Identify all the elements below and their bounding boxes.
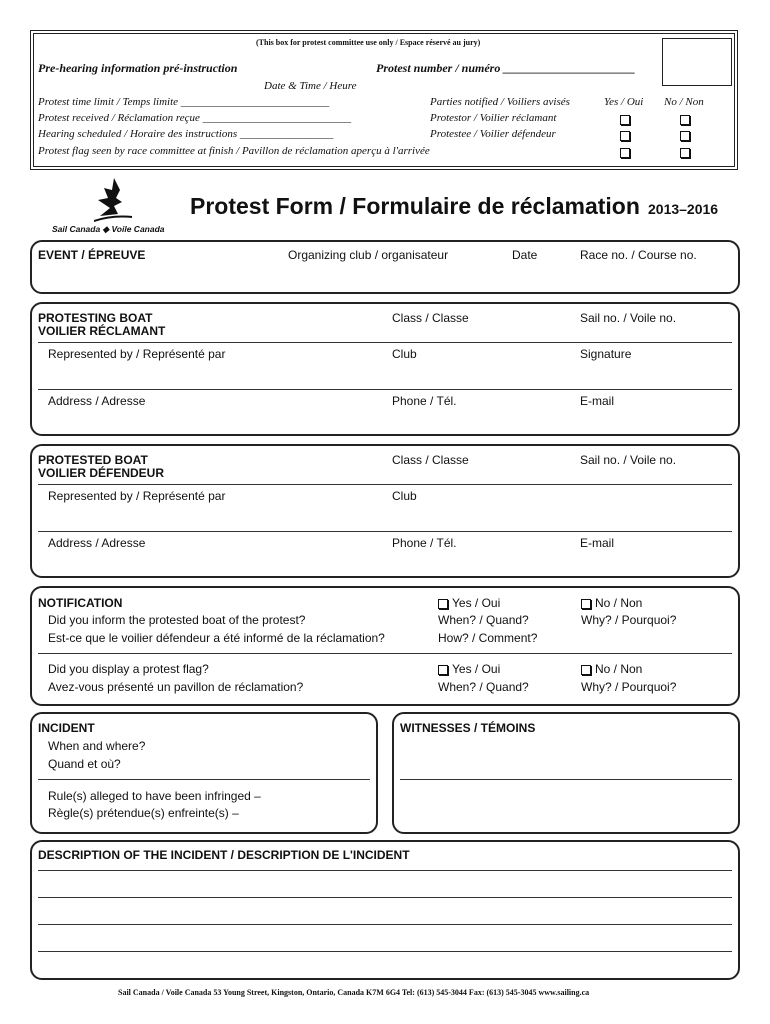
description-line[interactable] [38, 951, 732, 952]
description-heading: DESCRIPTION OF THE INCIDENT / DESCRIPTION DE L'INCIDENT [38, 848, 410, 862]
protesting-rep-label: Represented by / Représenté par [48, 347, 226, 361]
event-date-label: Date [512, 248, 538, 262]
protestor-label: Protestor / Voilier réclamant [430, 112, 557, 124]
protested-heading-fr: VOILIER DÉFENDEUR [38, 466, 165, 480]
protestor-no-checkbox[interactable] [680, 115, 690, 125]
protesting-address-label: Address / Adresse [48, 394, 146, 408]
footer: Sail Canada / Voile Canada 53 Young Street, Kingston, Ontario, Canada K7M 6G4 Tel: (613) 545-3044 Fax: (613) 545-3045 www.sailing.ca [118, 988, 590, 997]
protested-phone-label: Phone / Tél. [392, 536, 457, 550]
protesting-signature-label: Signature [580, 347, 632, 361]
yes-label: Yes / Oui [452, 596, 501, 610]
parties-label: Parties notified / Voiliers avisés [430, 96, 570, 108]
no-label: No / Non [595, 596, 643, 610]
divider [38, 531, 732, 532]
checkbox-icon [438, 665, 448, 675]
datetime-label: Date & Time / Heure [264, 80, 357, 92]
q1-why-label: Why? / Pourquoi? [581, 613, 677, 627]
protestee-label: Protestee / Voilier défendeur [430, 128, 556, 140]
divider [400, 779, 732, 780]
notification-q2-en: Did you display a protest flag? [48, 662, 209, 676]
jury-header: (This box for protest committee use only / Espace réservé au jury) [256, 38, 481, 47]
divider [38, 342, 732, 343]
divider [38, 484, 732, 485]
protested-class-label: Class / Classe [392, 453, 469, 467]
q1-how-label: How? / Comment? [438, 631, 538, 645]
event-heading: EVENT / ÉPREUVE [38, 248, 146, 262]
protesting-sail-label: Sail no. / Voile no. [580, 311, 677, 325]
protesting-heading-fr: VOILIER RÉCLAMANT [38, 324, 166, 338]
divider [38, 779, 370, 780]
flag-no-checkbox[interactable] [680, 148, 690, 158]
incident-where-fr: Quand et où? [48, 757, 121, 771]
sail-canada-logo-icon [88, 176, 136, 222]
notification-q2-fr: Avez-vous présenté un pavillon de réclamation? [48, 680, 304, 694]
years: 2013–2016 [648, 201, 719, 217]
incident-where-en: When and where? [48, 739, 146, 753]
protestor-yes-checkbox[interactable] [620, 115, 630, 125]
page-title: Protest Form / Formulaire de réclamation [190, 193, 640, 219]
protesting-phone-label: Phone / Tél. [392, 394, 457, 408]
checkbox-icon [581, 665, 591, 675]
q2-yes-option[interactable] [438, 662, 500, 676]
hearing-field[interactable]: Hearing scheduled / Horaire des instructions _________________ [38, 128, 334, 140]
event-club-label: Organizing club / organisateur [288, 248, 449, 262]
protested-heading-en: PROTESTED BOAT [38, 453, 148, 467]
yes-label: Yes / Oui [452, 662, 501, 676]
description-line[interactable] [38, 924, 732, 925]
checkbox-icon [438, 599, 448, 609]
received-field[interactable]: Protest received / Réclamation reçue ___________________________ [38, 112, 352, 124]
checkbox-icon [581, 599, 591, 609]
protested-address-label: Address / Adresse [48, 536, 146, 550]
time-limit-field[interactable]: Protest time limit / Temps limite ___________________________ [38, 96, 330, 108]
description-line[interactable] [38, 870, 732, 871]
notification-heading: NOTIFICATION [38, 596, 123, 610]
notification-q1-en: Did you inform the protested boat of the protest? [48, 613, 306, 627]
protesting-heading-en: PROTESTING BOAT [38, 311, 153, 325]
q1-no-option[interactable] [581, 596, 642, 610]
no-label: No / Non [595, 662, 643, 676]
notification-q1-fr: Est-ce que le voilier défendeur a été informé de la réclamation? [48, 631, 385, 645]
divider [38, 653, 732, 654]
logo-caption: Sail Canada ◆ Voile Canada [52, 224, 165, 234]
protestee-no-checkbox[interactable] [680, 131, 690, 141]
protest-number-label: Protest number / numéro ______________________ [376, 61, 636, 75]
protested-club-label: Club [392, 489, 417, 503]
q2-when-label: When? / Quand? [438, 680, 529, 694]
protesting-club-label: Club [392, 347, 417, 361]
protest-number-box[interactable] [662, 38, 732, 86]
flag-yes-checkbox[interactable] [620, 148, 630, 158]
flag-seen-label: Protest flag seen by race committee at finish / Pavillon de réclamation aperçu à l'arrivée [38, 145, 430, 157]
protesting-email-label: E-mail [580, 394, 615, 408]
q1-yes-option[interactable] [438, 596, 500, 610]
description-line[interactable] [38, 897, 732, 898]
divider [38, 389, 732, 390]
q2-why-label: Why? / Pourquoi? [581, 680, 677, 694]
prehearing-label: Pre-hearing information pré-instruction [38, 61, 238, 75]
protested-rep-label: Represented by / Représenté par [48, 489, 226, 503]
protested-email-label: E-mail [580, 536, 615, 550]
protestee-yes-checkbox[interactable] [620, 131, 630, 141]
incident-rules-en: Rule(s) alleged to have been infringed – [48, 789, 261, 803]
protesting-class-label: Class / Classe [392, 311, 469, 325]
event-race-label: Race no. / Course no. [580, 248, 697, 262]
incident-heading: INCIDENT [38, 721, 95, 735]
witnesses-heading: WITNESSES / TÉMOINS [400, 721, 536, 735]
no-col-label: No / Non [664, 96, 704, 108]
incident-rules-fr: Règle(s) prétendue(s) enfreinte(s) – [48, 806, 239, 820]
q2-no-option[interactable] [581, 662, 642, 676]
q1-when-label: When? / Quand? [438, 613, 529, 627]
protested-sail-label: Sail no. / Voile no. [580, 453, 677, 467]
yes-col-label: Yes / Oui [604, 96, 644, 108]
